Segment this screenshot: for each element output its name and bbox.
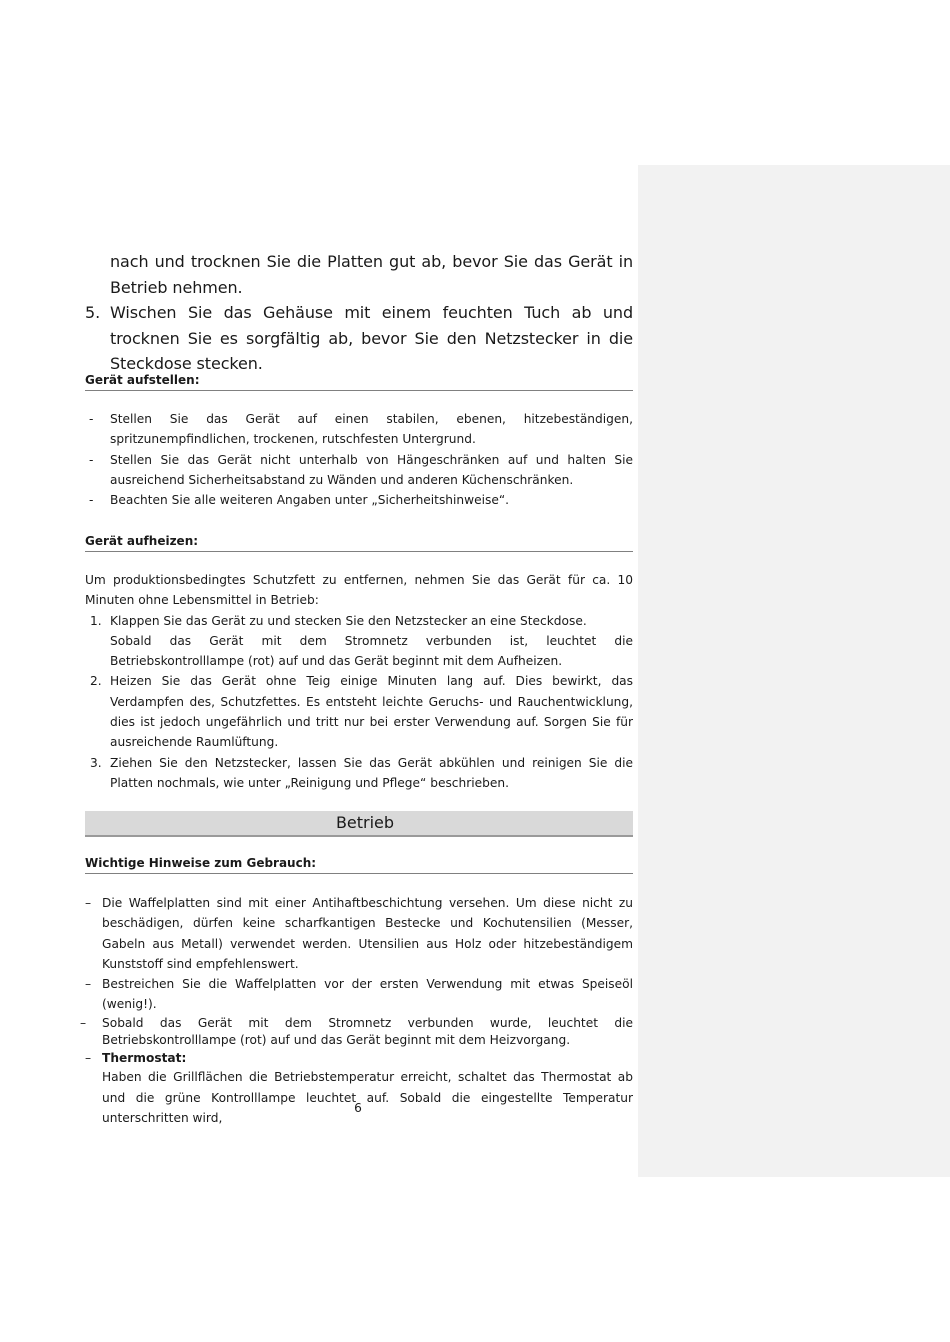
list-marker: – <box>85 1050 92 1065</box>
step-5-number: 5. <box>85 303 101 322</box>
list-marker: - <box>89 412 94 426</box>
heatup-step <box>85 611 633 672</box>
heatup-intro: Um produktionsbedingtes Schutzfett zu entfernen, nehmen Sie das Gerät für ca. 10 Minuten ohne Lebensmittel in Betrieb: <box>85 573 633 608</box>
section-title-bar <box>85 811 633 837</box>
thermostat-label: Thermostat: <box>102 1050 187 1065</box>
list-item <box>85 409 633 450</box>
list-item-text: Die Waffelplatten sind mit einer Antihaftbeschichtung versehen. Um diese nicht zu beschädigen, dürfen keine scharfkantigen Bestecke und Kochutensilien (Messer, Gabeln aus Metall) verwendet werden. Utensilien aus Holz oder hitzebeständigem Kunststoff sind empfehlenswert. <box>102 896 633 971</box>
step-5 <box>85 300 633 377</box>
list-item-text: Sobald das Gerät mit dem Stromnetz verbunden wurde, leuchtet die Betriebskontrolllampe (rot) auf und das Gerät beginnt mit dem Heizvorgang. <box>102 1015 633 1048</box>
step-number: 2. <box>90 674 102 689</box>
usage-list <box>80 893 633 1128</box>
list-marker: – <box>85 977 92 992</box>
section-title: Betrieb <box>335 813 395 832</box>
comment-margin-pane <box>638 165 950 1177</box>
list-item <box>85 450 633 491</box>
page-number: 6 <box>354 1101 362 1115</box>
list-item <box>85 974 633 1015</box>
thermostat-description <box>85 1067 633 1128</box>
list-item-text: Beachten Sie alle weiteren Angaben unter „Sicherheitshinweise“. <box>110 493 510 508</box>
list-item <box>85 490 633 510</box>
step-text <box>110 611 633 672</box>
step-1-note: Sobald das Gerät mit dem Stromnetz verbunden ist, leuchtet die Betriebskontrolllampe (rot) auf und das Gerät beginnt mit dem Aufheizen. <box>110 633 633 669</box>
list-marker: – <box>85 896 92 910</box>
list-marker: - <box>89 452 94 467</box>
step-1-text: Klappen Sie das Gerät zu und stecken Sie den Netzstecker an eine Steckdose. <box>110 613 587 628</box>
step-text: Heizen Sie das Gerät ohne Teig einige Minuten lang auf. Dies bewirkt, das Verdampfen des, Schutzfettes. Es entsteht leichte Geruchs- und Rauchentwicklung, dies ist jedoch ungefährlich und tritt nur bei erster Verwendung auf. Sorgen Sie für ausreichende Raumlüftung. <box>110 674 633 750</box>
list-item-text: Stellen Sie das Gerät auf einen stabilen, ebenen, hitzebeständigen, spritzunempfindlichen, trockenen, rutschfesten Untergrund. <box>110 412 633 447</box>
step-text: Ziehen Sie den Netzstecker, lassen Sie das Gerät abkühlen und reinigen Sie die Platten nochmals, wie unter „Reinigung und Pflege“ beschrieben. <box>110 755 633 790</box>
setup-heading: Gerät aufstellen: <box>85 371 633 391</box>
setup-list <box>85 409 633 510</box>
heatup-heading: Gerät aufheizen: <box>85 532 633 552</box>
list-marker: - <box>89 493 94 508</box>
heatup-step <box>85 671 633 752</box>
list-item-text: Stellen Sie das Gerät nicht unterhalb von Hängeschränken auf und halten Sie ausreichend Sicherheitsabstand zu Wänden und anderen Küchenschränken. <box>110 452 633 487</box>
list-marker: – <box>80 1015 87 1030</box>
heatup-section <box>85 570 633 793</box>
step-number: 1. <box>90 613 102 628</box>
heatup-step <box>85 753 633 794</box>
step-5-text: Wischen Sie das Gehäuse mit einem feuchten Tuch ab und trocknen Sie es sorgfältig ab, bevor Sie den Netzstecker in die Steckdose stecken. <box>110 303 633 373</box>
list-item <box>85 893 633 974</box>
list-item-text: Bestreichen Sie die Waffelplatten vor der ersten Verwendung mit etwas Speiseöl (wenig!). <box>102 977 633 1012</box>
usage-heading: Wichtige Hinweise zum Gebrauch: <box>85 854 633 874</box>
thermostat-text: Haben die Grillflächen die Betriebstemperatur erreicht, schaltet das Thermostat ab und die grüne Kontrolllampe leuchtet auf. Sobald die eingestellte Temperatur unterschritten wird, <box>102 1070 633 1125</box>
list-item-thermostat <box>85 1050 633 1068</box>
cleaning-steps-continuation <box>85 249 633 377</box>
indent-spacer <box>85 1067 102 1128</box>
step-4-continuation: nach und trocknen Sie die Platten gut ab, bevor Sie das Gerät in Betrieb nehmen. <box>110 252 633 297</box>
list-item <box>80 1015 633 1050</box>
step-number: 3. <box>90 755 102 770</box>
